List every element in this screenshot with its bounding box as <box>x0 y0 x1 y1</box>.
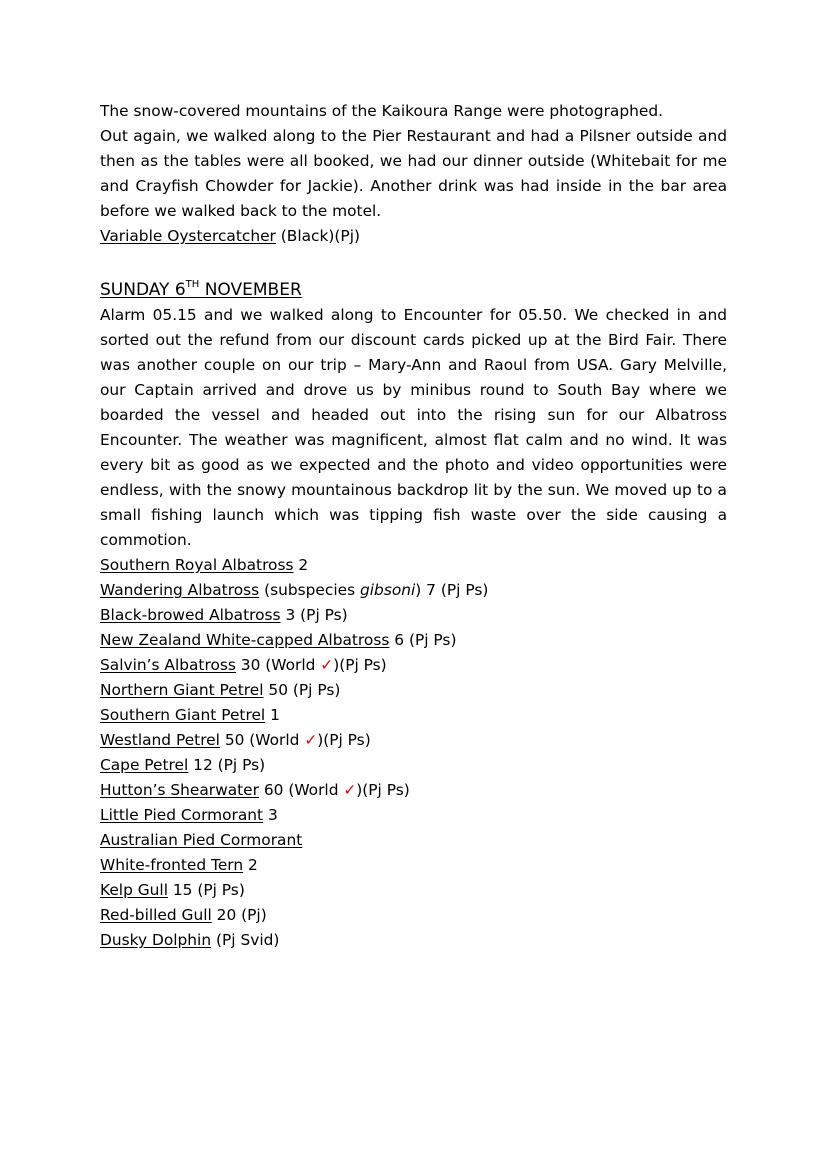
species-note: 20 (Pj) <box>211 906 267 924</box>
heading-month: NOVEMBER <box>199 280 302 300</box>
day-heading <box>100 277 727 303</box>
species-name: Variable Oystercatcher <box>100 227 276 245</box>
species-name: Southern Giant Petrel <box>100 706 266 724</box>
species-note: 6 (Pj Ps) <box>389 631 457 649</box>
species-list <box>100 553 727 953</box>
species-note: 2 <box>243 856 258 874</box>
checkmark-icon: ✓ <box>343 781 357 799</box>
species-note: 2 <box>293 556 309 574</box>
species-name: Southern Royal Albatross <box>100 556 294 574</box>
species-entry <box>100 678 727 703</box>
species-name: White-fronted Tern <box>100 856 244 874</box>
species-note: (Pj Svid) <box>211 931 280 949</box>
species-entry <box>100 753 727 778</box>
species-entry <box>100 878 727 903</box>
species-note-pre: (subspecies <box>259 581 360 599</box>
checkmark-icon: ✓ <box>320 656 334 674</box>
intro-line: The snow-covered mountains of the Kaikoura Range were photographed. <box>100 102 663 120</box>
species-name: Westland Petrel <box>100 731 220 749</box>
species-name: Black-browed Albatross <box>100 606 281 624</box>
species-note: 50 (Pj Ps) <box>263 681 341 699</box>
species-name: Red-billed Gull <box>100 906 212 924</box>
intro-paragraph: Out again, we walked along to the Pier Restaurant and had a Pilsner outside and then as the tables were all booked, we had our dinner outside (Whitebait for me and Crayfish Chowder for Jackie). Another drink was had inside in the bar area before we walked back to the motel. <box>100 127 727 220</box>
species-note: 15 (Pj Ps) <box>167 881 245 899</box>
species-entry <box>100 653 727 678</box>
heading-suffix: TH <box>185 279 200 290</box>
species-note-pre: 50 (World <box>219 731 305 749</box>
species-note: 12 (Pj Ps) <box>188 756 266 774</box>
species-entry <box>100 703 727 728</box>
species-entry <box>100 728 727 753</box>
species-name: Dusky Dolphin <box>100 931 212 949</box>
species-name: New Zealand White-capped Albatross <box>100 631 390 649</box>
species-note: 1 <box>265 706 280 724</box>
species-note: 3 <box>263 806 278 824</box>
spacer <box>100 249 727 277</box>
species-note-pre: 60 (World <box>258 781 344 799</box>
subspecies-name: gibsoni <box>360 581 416 599</box>
species-note: (Black)(Pj) <box>275 227 360 245</box>
species-name: Wandering Albatross <box>100 581 260 599</box>
species-note-post: )(Pj Ps) <box>317 731 371 749</box>
species-entry <box>100 778 727 803</box>
species-name: Kelp Gull <box>100 881 168 899</box>
species-entry <box>100 628 727 653</box>
day-paragraph: Alarm 05.15 and we walked along to Encounter for 05.50. We checked in and sorted out the refund from our discount cards picked up at the Bird Fair. There was another couple on our trip – Mary-Ann and Raoul from USA. Gary Melville, our Captain arrived and drove us by minibus round to South Bay where we boarded the vessel and headed out into the rising sun for our Albatross Encounter. The weather was magnificent, almost flat calm and no wind. It was every bit as good as we expected and the photo and video opportunities were endless, with the snowy mountainous backdrop lit by the sun. We moved up to a small fishing launch which was tipping fish waste over the side causing a commotion. <box>100 306 727 549</box>
species-entry <box>100 603 727 628</box>
species-entry <box>100 578 727 603</box>
species-note-pre: 30 (World <box>235 656 321 674</box>
species-name: Little Pied Cormorant <box>100 806 264 824</box>
species-entry <box>100 803 727 828</box>
species-entry <box>100 928 727 953</box>
species-name: Hutton’s Shearwater <box>100 781 259 799</box>
species-name: Salvin’s Albatross <box>100 656 236 674</box>
species-entry <box>100 828 727 853</box>
species-note-post: )(Pj Ps) <box>356 781 410 799</box>
heading-day: SUNDAY 6 <box>100 280 186 300</box>
species-entry <box>100 853 727 878</box>
species-note-post: )(Pj Ps) <box>333 656 387 674</box>
species-note: 3 (Pj Ps) <box>280 606 348 624</box>
species-name: Cape Petrel <box>100 756 189 774</box>
species-entry <box>100 224 727 249</box>
species-name: Australian Pied Cormorant <box>100 831 303 849</box>
checkmark-icon: ✓ <box>304 731 318 749</box>
species-entry <box>100 553 727 578</box>
species-note-post: ) 7 (Pj Ps) <box>415 581 489 599</box>
species-entry <box>100 903 727 928</box>
species-name: Northern Giant Petrel <box>100 681 264 699</box>
